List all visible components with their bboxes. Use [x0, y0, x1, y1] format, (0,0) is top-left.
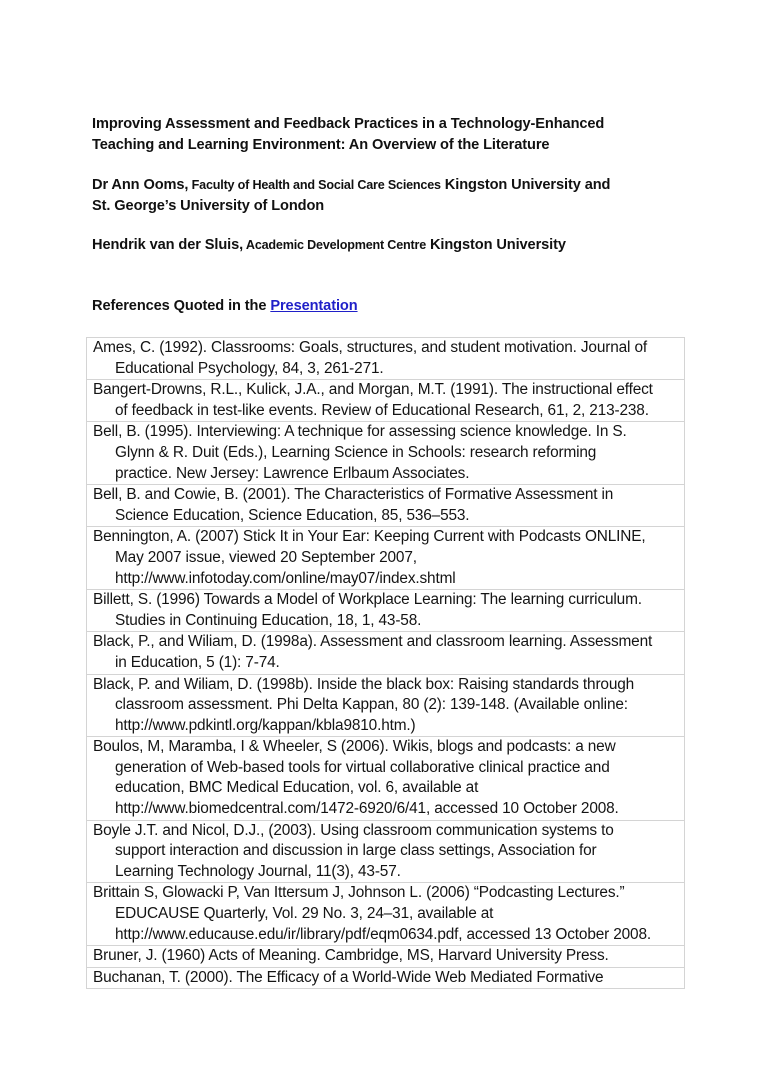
- references-heading: [92, 296, 358, 317]
- reference-first-line: Boulos, M, Maramba, I & Wheeler, S (2006). Wikis, blogs and podcasts: a new: [93, 738, 616, 756]
- reference-continuation-line: in Education, 5 (1): 7-74.: [115, 653, 280, 671]
- reference-first-line: Billett, S. (1996) Towards a Model of Workplace Learning: The learning curriculum.: [93, 591, 642, 609]
- author-institution: St. George’s University of London: [92, 198, 325, 214]
- reference-row: [87, 590, 684, 632]
- reference-continuation-line: http://www.pdkintl.org/kappan/kbla9810.htm.): [115, 716, 416, 734]
- reference-row: [87, 632, 684, 674]
- reference-row: [87, 968, 684, 989]
- reference-row: [87, 821, 684, 884]
- author-institution: Kingston University: [426, 237, 566, 253]
- author-block: [92, 175, 692, 217]
- author-affiliation: Academic Development Centre: [243, 238, 426, 252]
- reference-continuation-line: classroom assessment. Phi Delta Kappan, 80 (2): 139-148. (Available online:: [115, 696, 628, 714]
- reference-row: [87, 422, 684, 485]
- reference-continuation-line: Learning Technology Journal, 11(3), 43-57.: [115, 862, 401, 880]
- author-name: Hendrik van der Sluis,: [92, 237, 244, 253]
- reference-continuation-line: Studies in Continuing Education, 18, 1, 43-58.: [115, 611, 422, 629]
- reference-continuation-line: http://www.biomedcentral.com/1472-6920/6/41, accessed 10 October 2008.: [115, 800, 619, 818]
- reference-continuation-line: http://www.educause.edu/ir/library/pdf/eqm0634.pdf, accessed 13 October 2008.: [115, 925, 651, 943]
- reference-first-line: Brittain S, Glowacki P, Van Ittersum J, Johnson L. (2006) “Podcasting Lectures.”: [93, 884, 625, 902]
- reference-continuation-line: Educational Psychology, 84, 3, 261-271.: [115, 359, 384, 377]
- reference-row: [87, 380, 684, 422]
- reference-row: [87, 737, 684, 820]
- references-table: [86, 337, 685, 989]
- document-title: [92, 114, 692, 156]
- reference-continuation-line: Glynn & R. Duit (Eds.), Learning Science in Schools: research reforming: [115, 443, 597, 461]
- reference-row: [87, 883, 684, 946]
- reference-continuation-line: education, BMC Medical Education, vol. 6, available at: [115, 779, 479, 797]
- author-block: [92, 235, 692, 256]
- reference-continuation-line: May 2007 issue, viewed 20 September 2007,: [115, 548, 417, 566]
- reference-first-line: Black, P., and Wiliam, D. (1998a). Assessment and classroom learning. Assessment: [93, 633, 653, 651]
- author-name: Dr Ann Ooms,: [92, 177, 189, 193]
- reference-row: [87, 485, 684, 527]
- reference-continuation-line: EDUCAUSE Quarterly, Vol. 29 No. 3, 24–31, available at: [115, 905, 494, 923]
- reference-row: [87, 946, 684, 968]
- reference-first-line: Bell, B. and Cowie, B. (2001). The Characteristics of Formative Assessment in: [93, 486, 614, 504]
- reference-first-line: Black, P. and Wiliam, D. (1998b). Inside the black box: Raising standards through: [93, 675, 635, 693]
- reference-first-line: Boyle J.T. and Nicol, D.J., (2003). Using classroom communication systems to: [93, 821, 614, 839]
- title-line: Improving Assessment and Feedback Practices in a Technology-Enhanced: [92, 116, 605, 132]
- reference-first-line: Bell, B. (1995). Interviewing: A technique for assessing science knowledge. In S.: [93, 423, 627, 441]
- reference-continuation-line: http://www.infotoday.com/online/may07/index.shtml: [115, 569, 456, 587]
- reference-first-line: Bruner, J. (1960) Acts of Meaning. Cambridge, MS, Harvard University Press.: [93, 947, 609, 965]
- reference-first-line: Buchanan, T. (2000). The Efficacy of a World-Wide Web Mediated Formative: [93, 968, 604, 986]
- presentation-link[interactable]: Presentation: [270, 298, 358, 314]
- reference-first-line: Bennington, A. (2007) Stick It in Your Ear: Keeping Current with Podcasts ONLINE,: [93, 528, 646, 546]
- reference-row: [87, 675, 684, 738]
- title-line: Teaching and Learning Environment: An Overview of the Literature: [92, 137, 550, 153]
- reference-continuation-line: generation of Web-based tools for virtual collaborative clinical practice and: [115, 758, 610, 776]
- reference-row: [87, 527, 684, 590]
- author-institution: Kingston University and: [440, 177, 611, 193]
- reference-continuation-line: Science Education, Science Education, 85, 536–553.: [115, 506, 470, 524]
- reference-continuation-line: of feedback in test-like events. Review of Educational Research, 61, 2, 213-238.: [115, 401, 649, 419]
- reference-first-line: Bangert-Drowns, R.L., Kulick, J.A., and Morgan, M.T. (1991). The instructional effect: [93, 381, 653, 399]
- references-heading-text: References Quoted in the: [92, 298, 271, 314]
- reference-continuation-line: practice. New Jersey: Lawrence Erlbaum Associates.: [115, 464, 470, 482]
- reference-row: [87, 338, 684, 380]
- reference-first-line: Ames, C. (1992). Classrooms: Goals, structures, and student motivation. Journal of: [93, 339, 647, 356]
- author-affiliation: Faculty of Health and Social Care Sciences: [188, 178, 441, 192]
- reference-continuation-line: support interaction and discussion in large class settings, Association for: [115, 842, 597, 860]
